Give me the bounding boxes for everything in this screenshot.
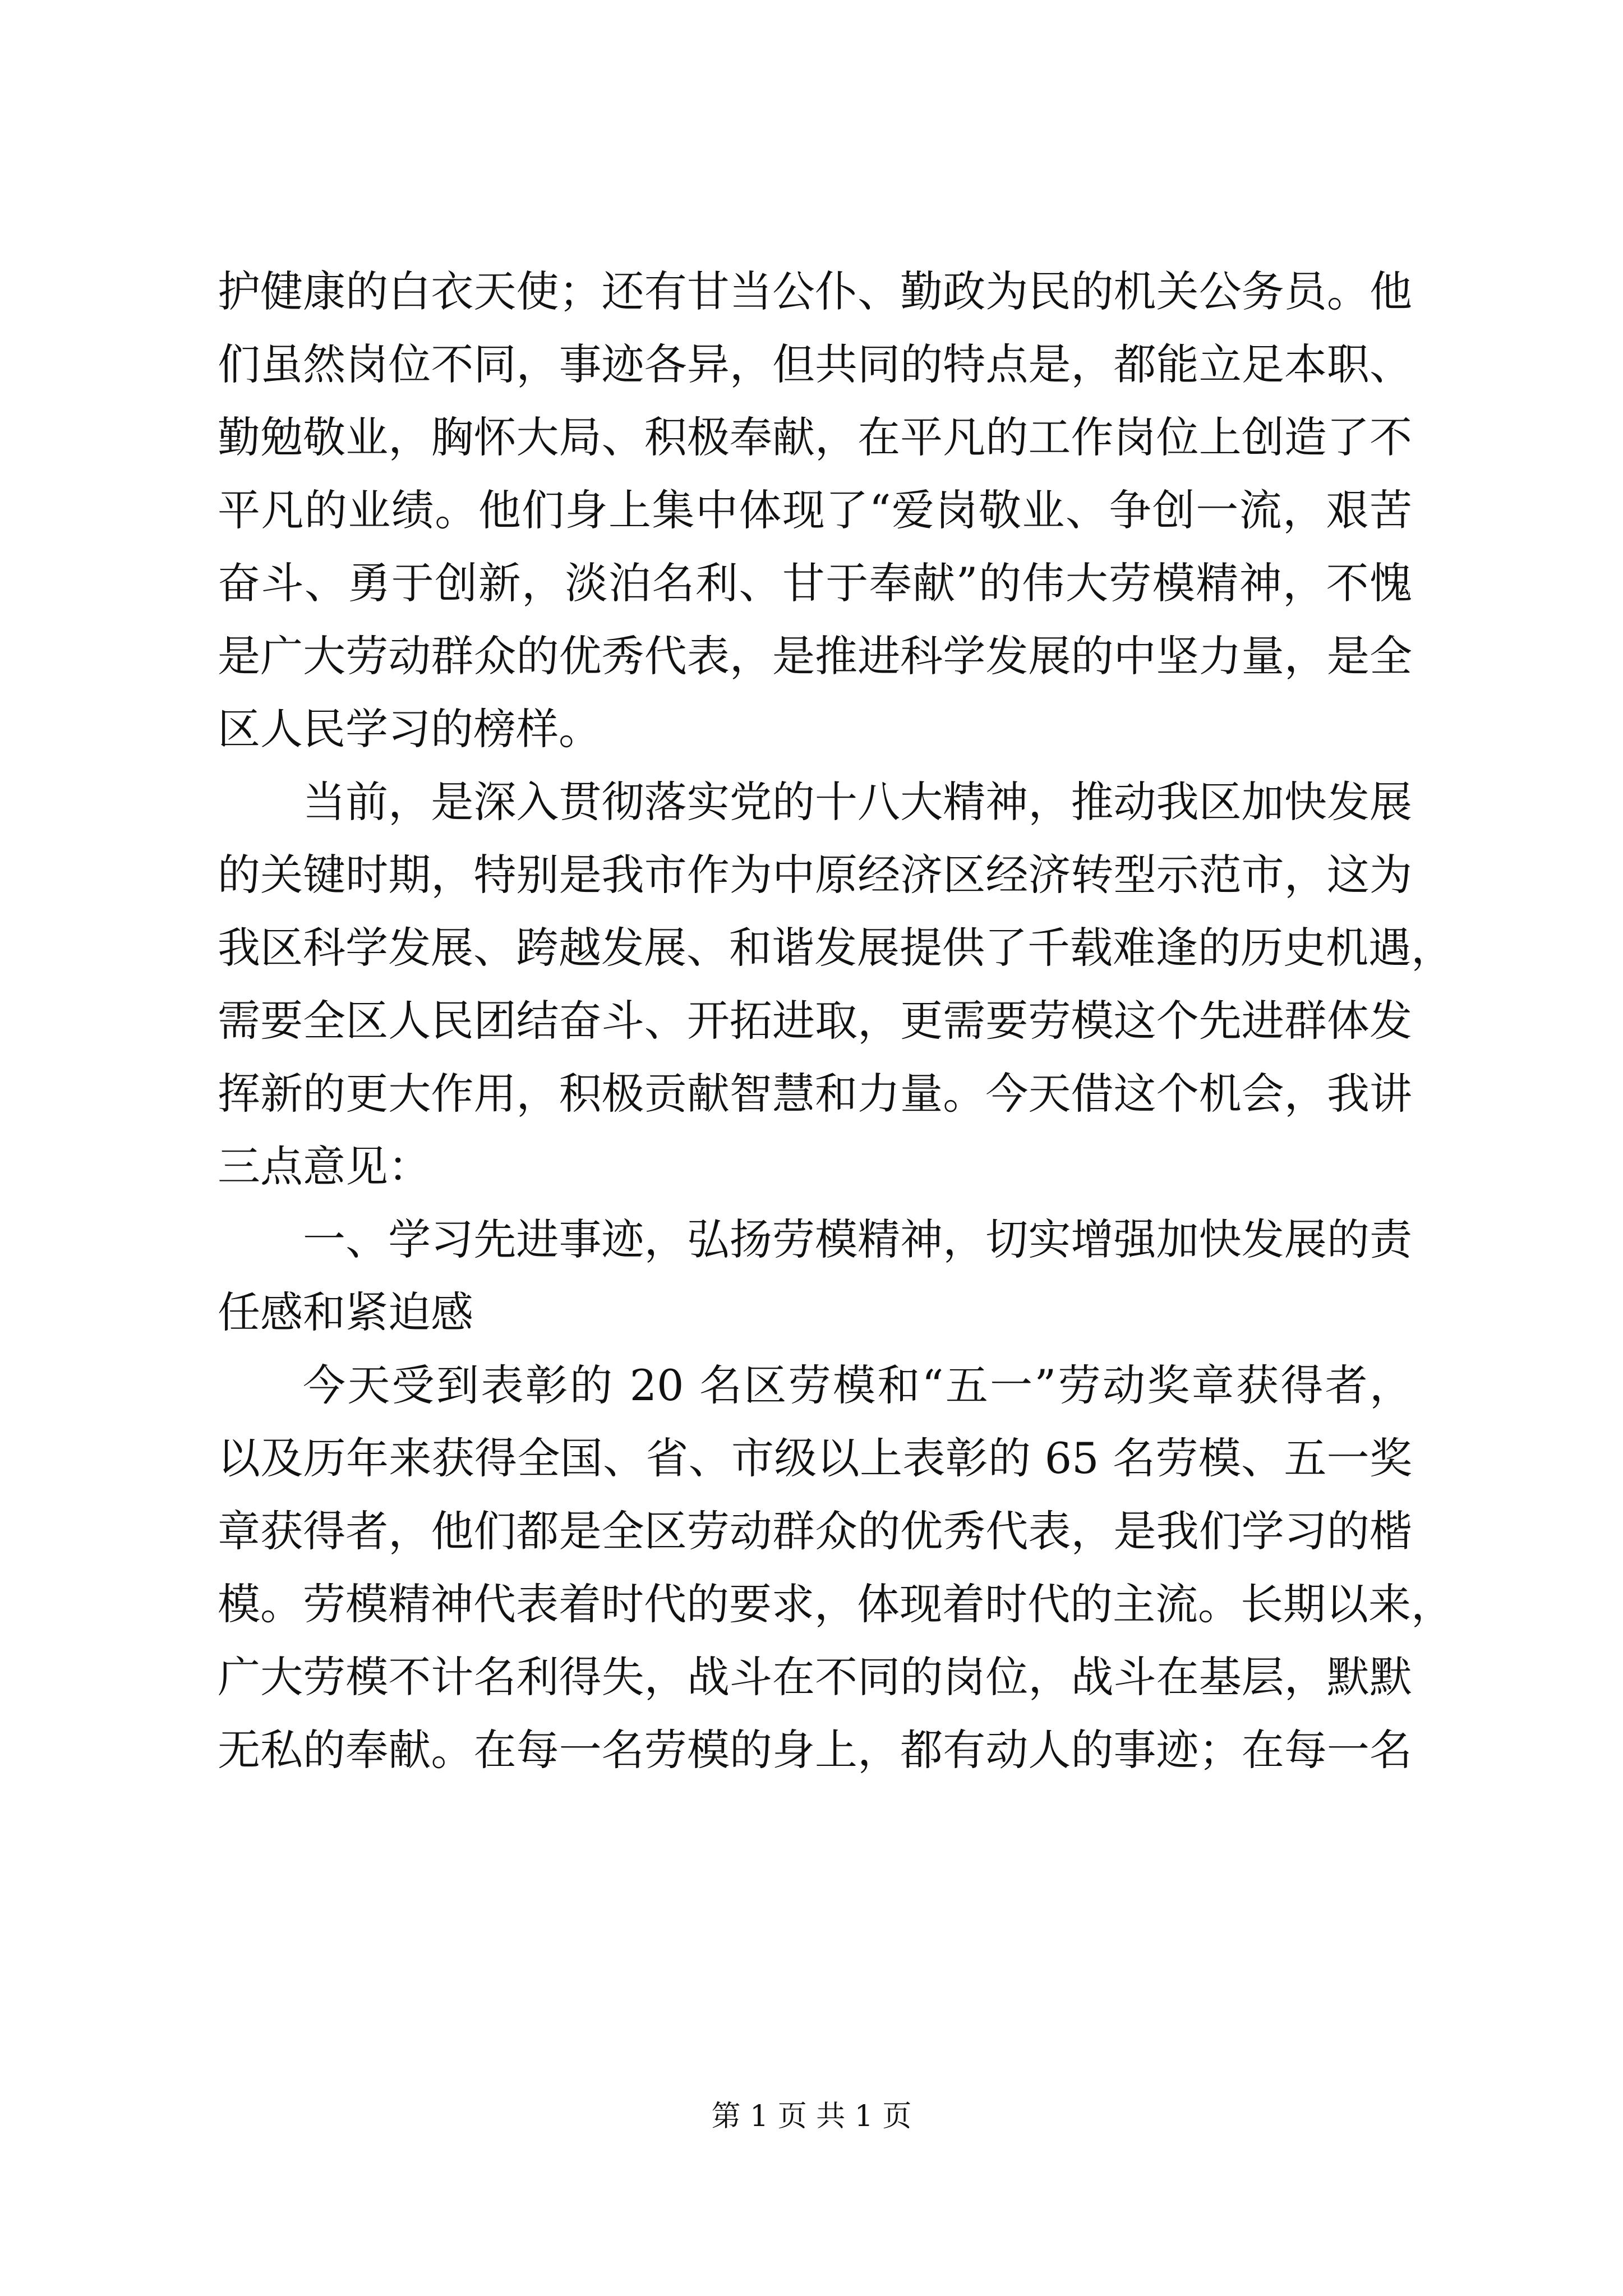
text-line: 三点意见： [218,1142,431,1191]
text-line: 当前，是深入贯彻落实党的十八大精神，推动我区加快发展 [303,777,1412,827]
text-line: 一、学习先进事迹，弘扬劳模精神，切实增强加快发展的责 [303,1214,1412,1264]
text-line: 模。劳模精神代表着时代的要求，体现着时代的主流。长期以来， [218,1579,1454,1629]
text-line: 们虽然岗位不同，事迹各异，但共同的特点是，都能立足本职、 [218,339,1412,389]
text-line: 任感和紧迫感 [218,1287,473,1337]
text-line: 平凡的业绩。他们身上集中体现了“爱岗敬业、争创一流，艰苦 [218,485,1412,535]
text-line: 无私的奉献。在每一名劳模的身上，都有动人的事迹；在每一名 [218,1725,1412,1775]
text-line: 护健康的白衣天使；还有甘当公仆、勤政为民的机关公务员。他 [218,266,1412,316]
text-line: 勤勉敬业，胸怀大局、积极奉献，在平凡的工作岗位上创造了不 [218,412,1412,462]
text-line: 今天受到表彰的 20 名区劳模和“五一”劳动奖章获得者， [303,1360,1412,1410]
text-line: 我区科学发展、跨越发展、和谐发展提供了千载难逢的历史机遇， [218,923,1454,973]
text-line: 奋斗、勇于创新，淡泊名利、甘于奉献”的伟大劳模精神，不愧 [218,558,1412,608]
text-line: 是广大劳动群众的优秀代表，是推进科学发展的中坚力量，是全 [218,631,1412,681]
text-line: 广大劳模不计名利得失，战斗在不同的岗位，战斗在基层，默默 [218,1652,1412,1702]
text-line: 挥新的更大作用，积极贡献智慧和力量。今天借这个机会，我讲 [218,1069,1412,1119]
text-line: 区人民学习的榜样。 [218,704,601,754]
text-line: 的关键时期，特别是我市作为中原经济区经济转型示范市，这为 [218,850,1412,900]
text-line: 章获得者，他们都是全区劳动群众的优秀代表，是我们学习的楷 [218,1506,1412,1556]
document-body [218,255,1454,1787]
text-line: 需要全区人民团结奋斗、开拓进取，更需要劳模这个先进群体发 [218,996,1412,1046]
text-line: 以及历年来获得全国、省、市级以上表彰的 65 名劳模、五一奖 [218,1433,1412,1483]
page-footer: 第 1 页 共 1 页 [711,2100,912,2133]
